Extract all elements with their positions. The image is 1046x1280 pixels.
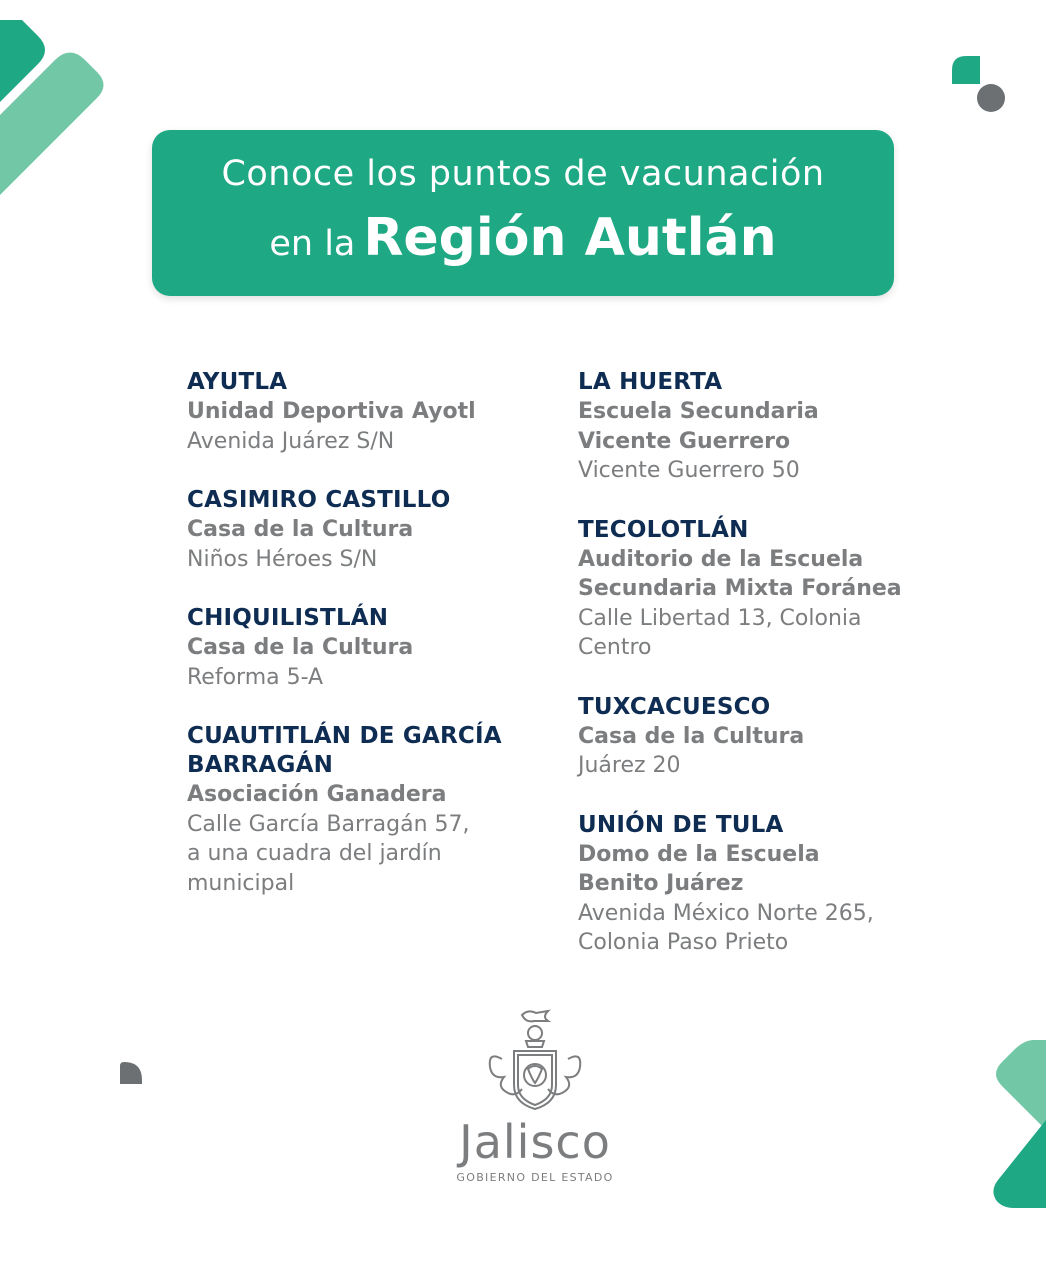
venue-name: Casa de la Cultura xyxy=(187,635,414,660)
logo-subtitle: GOBIERNO DEL ESTADO xyxy=(456,1171,614,1184)
municipality-name: TECOLOTLÁN xyxy=(578,516,749,543)
banner-title-line1: Conoce los puntos de vacunación xyxy=(221,154,825,194)
venue-address: Niños Héroes S/N xyxy=(187,546,378,572)
venue-name: Auditorio de la Escuela Secundaria Mixta Foránea xyxy=(578,546,902,601)
list-item xyxy=(187,486,547,574)
venue-address: Calle García Barragán 57, a una cuadra del jardín municipal xyxy=(187,811,470,896)
municipality-name: UNIÓN DE TULA xyxy=(578,811,784,838)
municipality-name: TUXCACUESCO xyxy=(578,693,771,720)
venue-address: Reforma 5-A xyxy=(187,664,324,690)
right-column xyxy=(578,368,958,988)
venue-address: Calle Libertad 13, Colonia Centro xyxy=(578,605,862,660)
top-left-decoration xyxy=(0,0,110,250)
municipality-name: CASIMIRO CASTILLO xyxy=(187,487,451,513)
venue-name: Domo de la Escuela Benito Juárez xyxy=(578,841,820,896)
left-column xyxy=(187,368,547,928)
banner-title-line2 xyxy=(152,208,894,268)
venue-address: Avenida México Norte 265, Colonia Paso Prieto xyxy=(578,900,874,955)
list-item xyxy=(578,693,958,781)
municipality-name: CHIQUILISTLÁN xyxy=(187,605,389,631)
bottom-right-decoration xyxy=(990,1040,1046,1210)
jalisco-logo xyxy=(430,1005,640,1195)
venue-name: Casa de la Cultura xyxy=(578,723,805,749)
venue-address: Juárez 20 xyxy=(578,753,681,778)
list-item xyxy=(578,368,958,486)
list-item xyxy=(187,604,547,692)
list-item xyxy=(187,368,547,456)
logo-wordmark: Jalisco xyxy=(459,1115,611,1169)
jalisco-coat-of-arms-icon xyxy=(482,1007,588,1115)
venue-name: Casa de la Cultura xyxy=(187,517,414,542)
venue-name: Unidad Deportiva Ayotl xyxy=(187,399,476,424)
banner-prefix: en la xyxy=(269,224,356,264)
municipality-name: LA HUERTA xyxy=(578,369,723,395)
venue-name: Asociación Ganadera xyxy=(187,782,447,807)
venue-address: Vicente Guerrero 50 xyxy=(578,458,800,483)
title-banner xyxy=(152,130,894,296)
left-gray-marker xyxy=(118,1060,144,1086)
municipality-name: CUAUTITLÁN DE GARCÍA BARRAGÁN xyxy=(187,723,502,778)
list-item xyxy=(187,722,547,898)
municipality-name: AYUTLA xyxy=(187,369,288,395)
banner-region-name: Región Autlán xyxy=(363,208,777,268)
top-right-dots xyxy=(950,52,1010,116)
venue-address: Avenida Juárez S/N xyxy=(187,428,395,454)
list-item xyxy=(578,516,958,663)
list-item xyxy=(578,811,958,958)
venue-name: Escuela Secundaria Vicente Guerrero xyxy=(578,399,819,454)
